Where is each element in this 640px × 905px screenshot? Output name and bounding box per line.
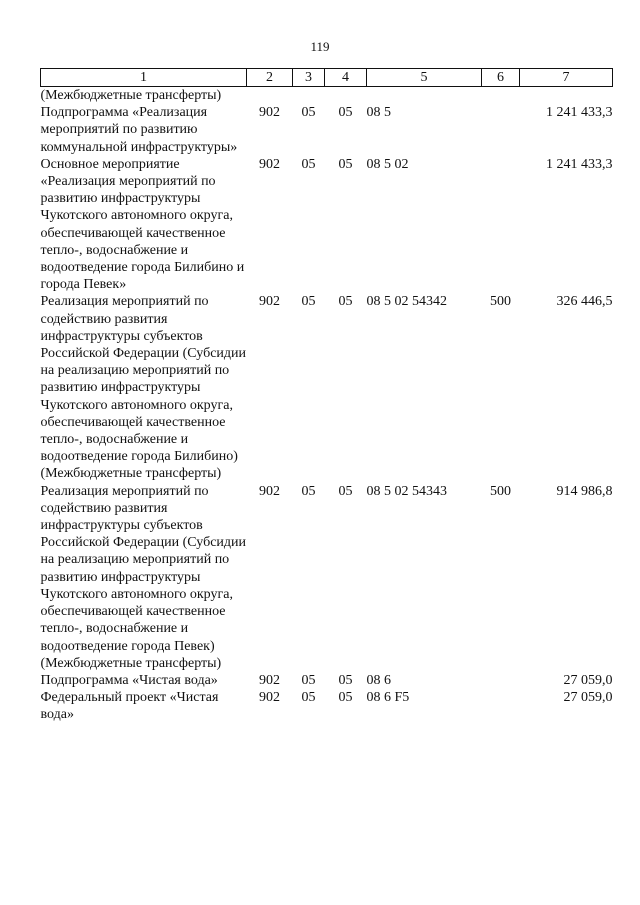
table-row: [41, 87, 613, 105]
row-expense-type: [482, 672, 520, 689]
row-code-ministry: [247, 87, 293, 105]
row-expense-type: [482, 156, 520, 294]
row-subsection: 05: [338, 690, 353, 706]
row-expense-type: 500: [490, 294, 511, 310]
row-name: Подпрограмма «Реализация мероприятий по развитию коммунальной инфраструктуры»: [40, 105, 238, 155]
row-expense-type: [482, 689, 520, 723]
column-header: 2: [247, 69, 293, 87]
row-amount: 326 446,5: [556, 294, 613, 310]
column-header: 7: [520, 69, 613, 87]
page-number: 119: [310, 39, 330, 54]
row-target-article: 08 5 02: [366, 156, 409, 172]
row-amount: [520, 87, 613, 105]
row-section: 05: [301, 483, 316, 499]
row-amount: 27 059,0: [563, 690, 613, 706]
row-amount: 1 241 433,3: [546, 156, 613, 172]
row-section: 05: [301, 672, 316, 688]
row-subsection: 05: [338, 156, 353, 172]
table-row: [41, 293, 613, 482]
row-code-ministry: 902: [259, 483, 280, 499]
row-subsection: 05: [338, 483, 353, 499]
row-name: (Межбюджетные трансферты): [40, 88, 222, 103]
row-subsection: 05: [338, 294, 353, 310]
table-row: [41, 104, 613, 156]
row-code-ministry: 902: [259, 105, 280, 121]
row-code-ministry: 902: [259, 156, 280, 172]
row-subsection: 05: [338, 105, 353, 121]
row-code-ministry: 902: [259, 672, 280, 688]
row-name: Основное мероприятие «Реализация мероприятий по развитию инфраструктуры Чукотского автономного округа, обеспечивающей качественное тепло-, водоснабжение и водоотведение города Билибино и города Певек»: [40, 156, 245, 293]
column-header: 6: [482, 69, 520, 87]
row-name: Реализация мероприятий по содействию развития инфраструктуры субъектов Российской Федерации (Субсидии на реализацию мероприятий по развитию инфраструктуры Чукотского автономного округа, обеспечивающей качественное тепло-, водоснабжение и водоотведение города Билибино) (Межбюджетные трансферты): [40, 294, 247, 482]
row-code-ministry: 902: [259, 690, 280, 706]
row-code-ministry: 902: [259, 294, 280, 310]
row-section: 05: [301, 690, 316, 706]
row-expense-type: 500: [490, 483, 511, 499]
table-row: [41, 672, 613, 689]
row-subsection: [325, 87, 367, 105]
row-name: Федеральный проект «Чистая вода»: [40, 690, 219, 723]
row-target-article: [367, 87, 482, 105]
row-amount: 914 986,8: [556, 483, 613, 499]
row-section: 05: [301, 156, 316, 172]
column-header: 4: [325, 69, 367, 87]
column-header: 5: [367, 69, 482, 87]
table-row: [41, 156, 613, 294]
row-name: Подпрограмма «Чистая вода»: [40, 672, 218, 688]
row-amount: 27 059,0: [563, 672, 613, 688]
table-row: [41, 689, 613, 723]
column-header: 1: [41, 69, 247, 87]
row-expense-type: [482, 104, 520, 156]
row-name: Реализация мероприятий по содействию развития инфраструктуры субъектов Российской Федерации (Субсидии на реализацию мероприятий по развитию инфраструктуры Чукотского автономного округа, обеспечивающей качественное тепло-, водоснабжение и водоотведение города Певек) (Межбюджетные трансферты): [40, 483, 247, 671]
header-row: [41, 69, 613, 87]
row-target-article: 08 5: [366, 105, 391, 121]
row-amount: 1 241 433,3: [546, 105, 613, 121]
row-section: 05: [301, 105, 316, 121]
table-row: [41, 483, 613, 672]
column-header: 3: [293, 69, 325, 87]
row-section: [293, 87, 325, 105]
row-target-article: 08 6 F5: [366, 690, 410, 706]
row-section: 05: [301, 294, 316, 310]
row-target-article: 08 5 02 54342: [366, 294, 447, 310]
budget-table: [40, 68, 613, 724]
row-expense-type: [482, 87, 520, 105]
row-target-article: 08 6: [366, 672, 391, 688]
row-target-article: 08 5 02 54343: [366, 483, 447, 499]
row-subsection: 05: [338, 672, 353, 688]
